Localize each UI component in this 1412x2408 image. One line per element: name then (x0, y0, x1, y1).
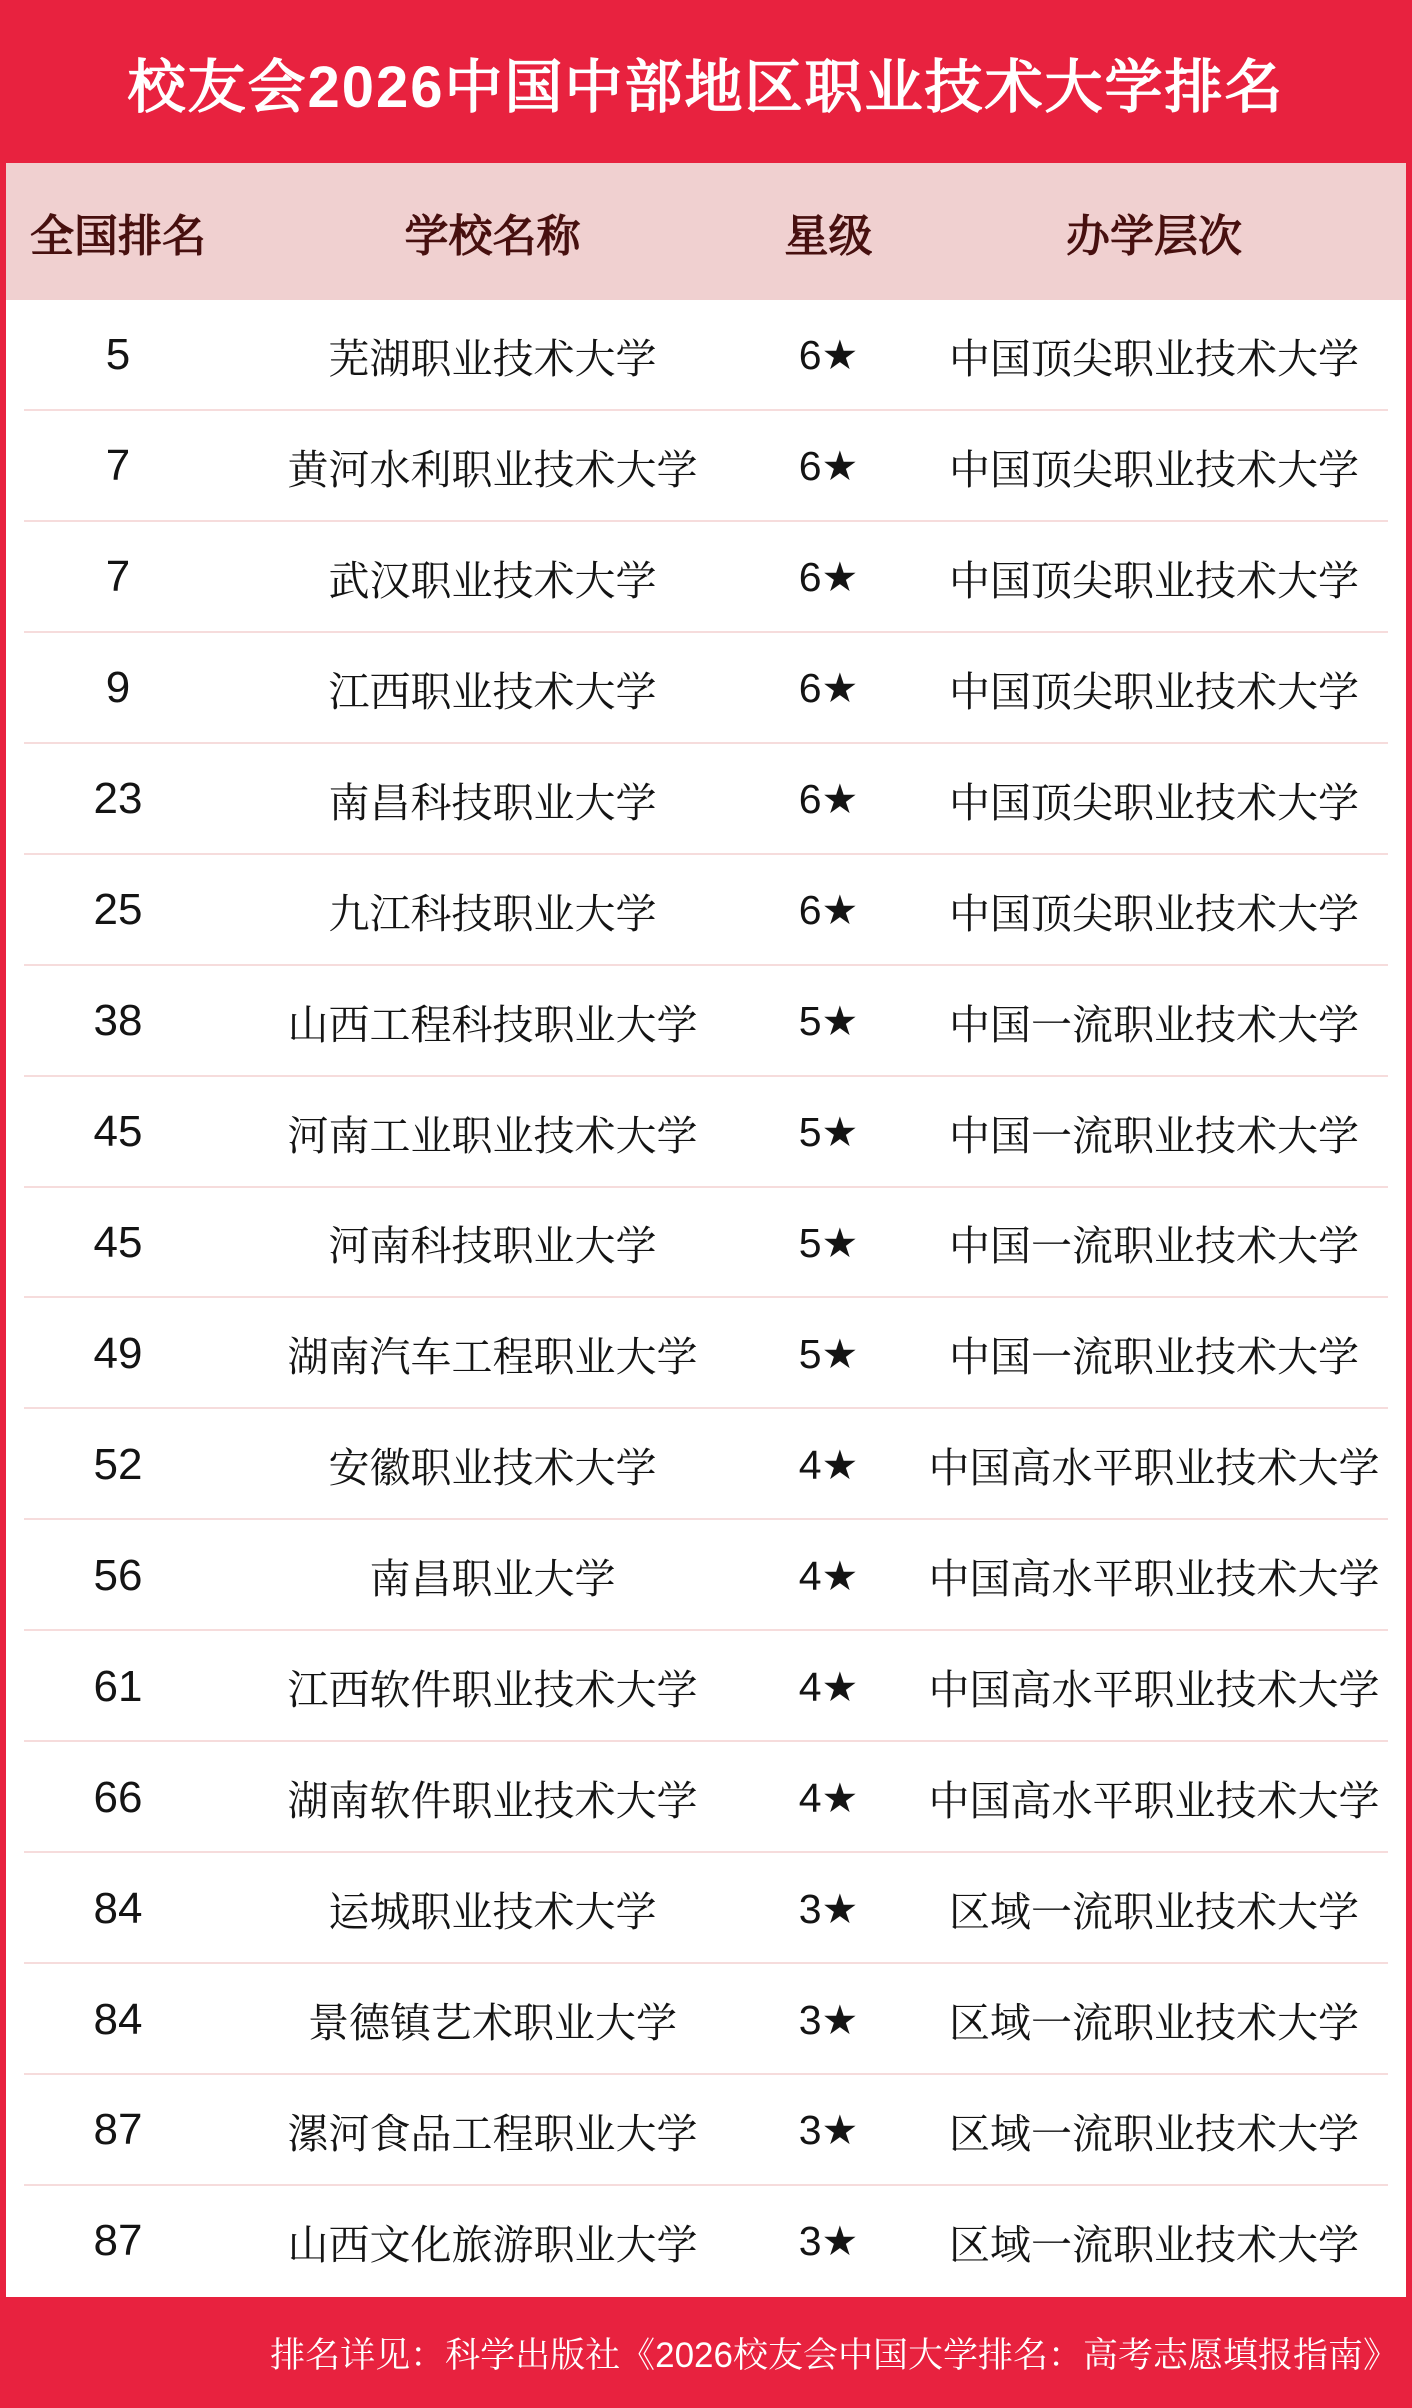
cell-name: 湖南软件职业技术大学 (287, 1778, 698, 1825)
cell-star: 4★ (798, 1552, 859, 1599)
cell-name: 芜湖职业技术大学 (328, 335, 657, 382)
table-row (6, 411, 1406, 522)
table-row (6, 1742, 1406, 1853)
table-header-row (6, 163, 1406, 300)
cell-star: 6★ (798, 665, 859, 712)
table-row (6, 1409, 1406, 1520)
table-row (6, 1520, 1406, 1631)
cell-star: 6★ (798, 554, 859, 601)
cell-level: 中国顶尖职业技术大学 (949, 890, 1359, 937)
cell-rank: 9 (105, 663, 131, 713)
cell-rank: 84 (93, 1883, 143, 1933)
cell-level: 区域一流职业技术大学 (949, 2000, 1359, 2047)
cell-name: 湖南汽车工程职业大学 (287, 1334, 698, 1381)
cell-rank: 7 (105, 441, 131, 491)
table-row (6, 2186, 1406, 2297)
cell-rank: 87 (93, 2216, 143, 2266)
cell-name: 山西文化旅游职业大学 (287, 2221, 698, 2268)
cell-level: 中国一流职业技术大学 (949, 1001, 1359, 1048)
table-row (6, 1853, 1406, 1964)
cell-level: 区域一流职业技术大学 (949, 2110, 1359, 2157)
table-row (6, 744, 1406, 855)
cell-rank: 61 (93, 1661, 143, 1711)
column-header-level: 办学层次 (1066, 211, 1242, 261)
cell-star: 4★ (798, 1663, 859, 1710)
cell-star: 4★ (798, 1774, 859, 1821)
table-row (6, 966, 1406, 1077)
cell-star: 5★ (798, 1219, 859, 1266)
poster-title: 校友会2026中国中部地区职业技术大学排名 (127, 54, 1285, 120)
cell-level: 中国高水平职业技术大学 (928, 1556, 1380, 1603)
cell-level: 中国顶尖职业技术大学 (949, 446, 1359, 493)
cell-rank: 25 (93, 885, 143, 935)
cell-rank: 84 (93, 1994, 143, 2044)
cell-name: 九江科技职业大学 (328, 890, 657, 937)
cell-name: 南昌科技职业大学 (328, 779, 657, 826)
cell-name: 南昌职业大学 (369, 1556, 616, 1603)
footer-note: 排名详见：科学出版社《2026校友会中国大学排名：高考志愿填报指南》 (270, 2335, 1398, 2375)
cell-star: 3★ (798, 2107, 859, 2154)
cell-name: 河南工业职业技术大学 (287, 1112, 698, 1159)
cell-rank: 7 (105, 552, 131, 602)
column-header-star: 星级 (784, 211, 873, 261)
cell-star: 3★ (798, 1885, 859, 1932)
title-band (0, 0, 1412, 163)
cell-rank: 49 (93, 1328, 143, 1378)
cell-star: 5★ (798, 1330, 859, 1377)
footer-band (0, 2297, 1412, 2408)
cell-star: 3★ (798, 1996, 859, 2043)
cell-rank: 23 (93, 774, 143, 824)
table-row (6, 300, 1406, 411)
cell-level: 中国高水平职业技术大学 (928, 1445, 1380, 1492)
cell-name: 景德镇艺术职业大学 (308, 2000, 677, 2047)
cell-rank: 45 (93, 1217, 143, 1267)
cell-rank: 52 (93, 1439, 143, 1489)
cell-star: 6★ (798, 887, 859, 934)
cell-star: 5★ (798, 998, 859, 1045)
cell-star: 4★ (798, 1441, 859, 1488)
cell-name: 江西软件职业技术大学 (287, 1667, 698, 1714)
cell-level: 中国高水平职业技术大学 (928, 1667, 1380, 1714)
table-row (6, 522, 1406, 633)
cell-name: 黄河水利职业技术大学 (287, 446, 698, 493)
table-row (6, 1077, 1406, 1188)
column-header-rank: 全国排名 (30, 211, 206, 261)
column-header-name: 学校名称 (404, 211, 581, 261)
cell-name: 山西工程科技职业大学 (287, 1001, 698, 1048)
cell-star: 3★ (798, 2218, 859, 2265)
cell-level: 中国顶尖职业技术大学 (949, 668, 1359, 715)
cell-level: 中国一流职业技术大学 (949, 1112, 1359, 1159)
cell-name: 武汉职业技术大学 (328, 557, 657, 604)
table-row (6, 1298, 1406, 1409)
cell-star: 6★ (798, 776, 859, 823)
cell-level: 中国一流职业技术大学 (949, 1334, 1359, 1381)
table-row (6, 1188, 1406, 1299)
cell-rank: 87 (93, 2105, 143, 2155)
cell-level: 中国顶尖职业技术大学 (949, 335, 1359, 382)
cell-rank: 38 (93, 996, 143, 1046)
table-row (6, 1631, 1406, 1742)
cell-level: 中国顶尖职业技术大学 (949, 557, 1359, 604)
cell-name: 安徽职业技术大学 (328, 1445, 657, 1492)
cell-rank: 45 (93, 1107, 143, 1157)
cell-name: 漯河食品工程职业大学 (287, 2110, 698, 2157)
cell-name: 河南科技职业大学 (328, 1223, 657, 1270)
table-row (6, 633, 1406, 744)
cell-level: 区域一流职业技术大学 (949, 1889, 1359, 1936)
cell-star: 6★ (798, 332, 859, 379)
cell-rank: 66 (93, 1772, 143, 1822)
cell-rank: 56 (93, 1550, 143, 1600)
cell-name: 江西职业技术大学 (328, 668, 657, 715)
cell-level: 中国一流职业技术大学 (949, 1223, 1359, 1270)
cell-star: 6★ (798, 443, 859, 490)
cell-rank: 5 (105, 330, 131, 380)
cell-star: 5★ (798, 1109, 859, 1156)
cell-level: 中国顶尖职业技术大学 (949, 779, 1359, 826)
cell-level: 区域一流职业技术大学 (949, 2221, 1359, 2268)
table-row (6, 1964, 1406, 2075)
table-row (6, 855, 1406, 966)
cell-level: 中国高水平职业技术大学 (928, 1778, 1380, 1825)
cell-name: 运城职业技术大学 (328, 1889, 657, 1936)
table-body (6, 300, 1406, 2297)
table-row (6, 2075, 1406, 2186)
